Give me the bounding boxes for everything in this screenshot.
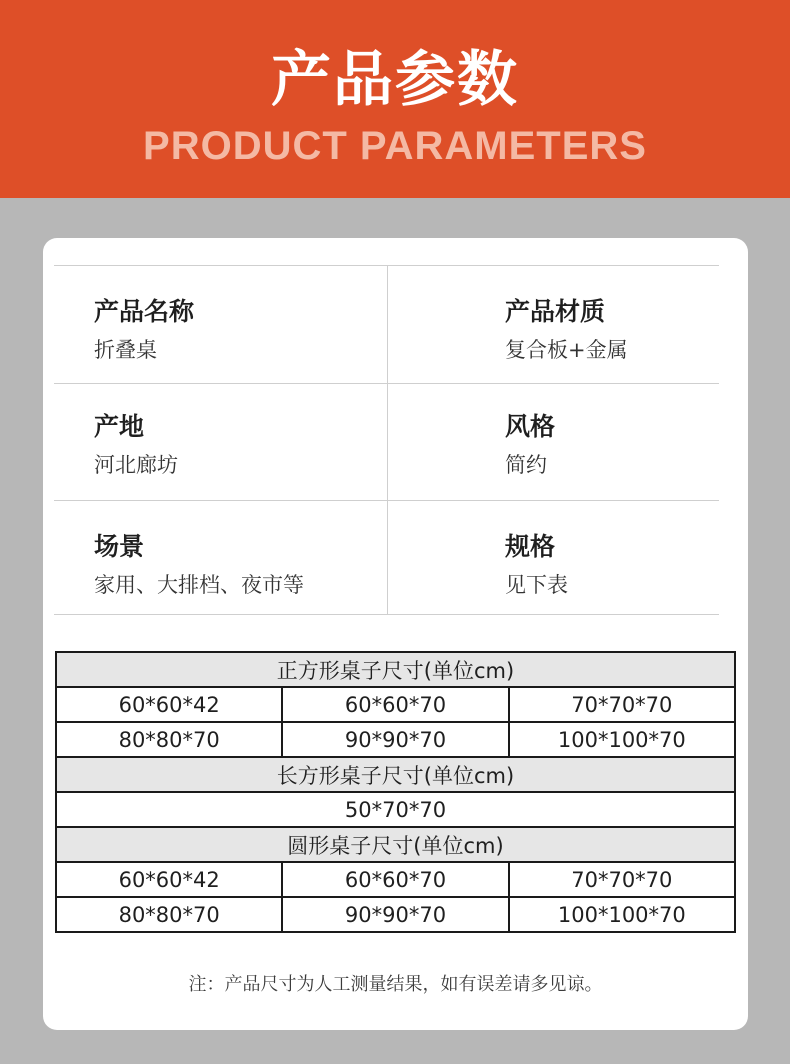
table-row	[56, 722, 735, 757]
param-value: 河北廊坊	[94, 453, 178, 477]
size-cell: 100*100*70	[509, 897, 735, 932]
page-subtitle: PRODUCT PARAMETERS	[143, 124, 647, 168]
table-row	[56, 652, 735, 687]
param-scene	[94, 531, 304, 599]
table-row	[56, 897, 735, 932]
size-cell: 100*100*70	[509, 722, 735, 757]
param-value: 家用、大排档、夜市等	[94, 573, 304, 597]
page-title: 产品参数	[271, 45, 519, 115]
param-label: 产品名称	[94, 297, 195, 326]
param-value: 简约	[505, 453, 547, 477]
param-label: 规格	[505, 532, 556, 561]
param-label: 产品材质	[505, 297, 606, 326]
size-cell: 80*80*70	[56, 722, 282, 757]
param-style	[505, 411, 555, 479]
param-label: 风格	[505, 412, 556, 441]
size-cell: 70*70*70	[509, 687, 735, 722]
param-spec	[505, 531, 568, 599]
param-value: 折叠桌	[94, 338, 157, 362]
size-cell: 60*60*70	[282, 862, 508, 897]
parameters-grid	[54, 265, 719, 615]
size-cell: 80*80*70	[56, 897, 282, 932]
divider	[387, 265, 388, 615]
size-cell: 90*90*70	[282, 897, 508, 932]
param-value: 复合板+金属	[505, 338, 628, 362]
param-material	[505, 296, 628, 364]
size-cell: 50*70*70	[56, 792, 735, 827]
disclaimer-note: 注：产品尺寸为人工测量结果，如有误差请多见谅。	[188, 974, 603, 995]
size-cell: 60*60*42	[56, 687, 282, 722]
size-cell: 70*70*70	[509, 862, 735, 897]
param-label: 产地	[94, 412, 145, 441]
size-cell: 60*60*70	[282, 687, 508, 722]
size-cell: 90*90*70	[282, 722, 508, 757]
param-origin	[94, 411, 178, 479]
section-title-rect: 长方形桌子尺寸(单位cm)	[56, 757, 735, 792]
parameters-card	[43, 238, 748, 1030]
table-row	[56, 792, 735, 827]
section-title-square: 正方形桌子尺寸(单位cm)	[56, 652, 735, 687]
size-cell: 60*60*42	[56, 862, 282, 897]
table-row	[56, 862, 735, 897]
param-product-name	[94, 296, 194, 364]
header-banner	[0, 0, 790, 198]
table-row	[56, 757, 735, 792]
param-value: 见下表	[505, 573, 568, 597]
section-title-round: 圆形桌子尺寸(单位cm)	[56, 827, 735, 862]
size-table	[55, 651, 736, 933]
table-row	[56, 687, 735, 722]
table-row	[56, 827, 735, 862]
param-label: 场景	[94, 532, 145, 561]
